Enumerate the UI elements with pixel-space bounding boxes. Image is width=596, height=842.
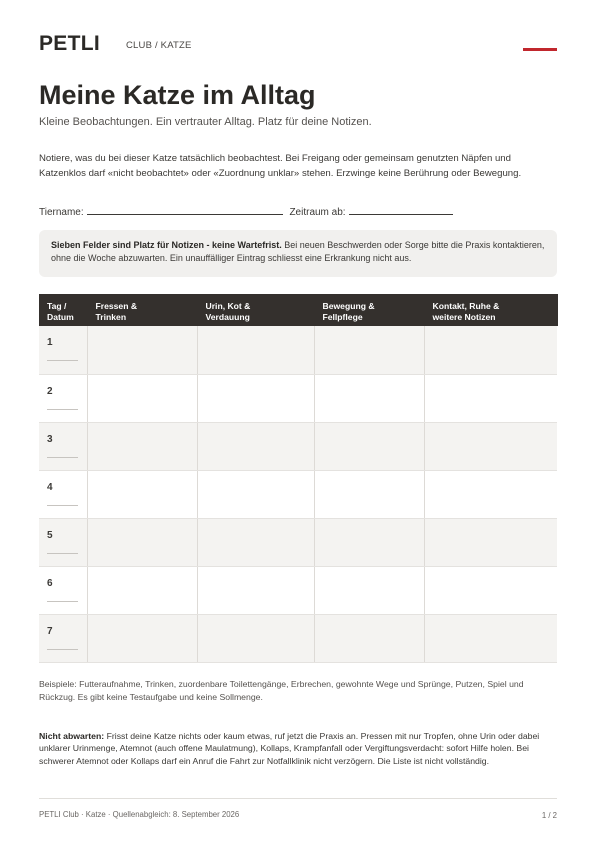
section-label: CLUB / KATZE	[126, 40, 192, 51]
table-header-row	[39, 294, 557, 326]
digestion-cell[interactable]	[197, 614, 314, 662]
day-number: 5	[47, 529, 53, 541]
table-row	[39, 422, 557, 470]
date-line	[47, 409, 78, 410]
day-number: 7	[47, 625, 53, 637]
day-number: 2	[47, 385, 53, 397]
header-food: Fressen & Trinken	[87, 294, 197, 326]
notice-text: Bei neuen Beschwerden oder Sorge bitte die Praxis kontaktieren, ohne die Woche abzuwarten. Ein unauffälliger Eintrag schliesst eine Erkrankung nicht aus.	[51, 240, 545, 264]
footer-source: PETLI Club · Katze · Quellenabgleich: 8. September 2026	[39, 810, 240, 819]
digestion-cell[interactable]	[197, 566, 314, 614]
date-line	[47, 553, 78, 554]
pet-name-label: Tiername:	[39, 207, 84, 218]
movement-cell[interactable]	[314, 566, 424, 614]
digestion-cell[interactable]	[197, 374, 314, 422]
day-number: 3	[47, 433, 53, 445]
date-line	[47, 457, 78, 458]
contact-cell[interactable]	[424, 326, 557, 374]
warning-body: Frisst deine Katze nichts oder kaum etwas, ruf jetzt die Praxis an. Pressen mit nur Tropfen, ohne Urin oder dabei unklarer Urinmenge, Atemnot (auch offene Maulatmung), Kollaps, Krampfanfall oder Vergiftungsverdacht: sofort Hilfe holen. Bei schwerer Atemnot oder Kollaps darf ein Anruf die Fahrt zur Notfallklinik nicht verzögern. Die Liste ist nicht vollständig.	[39, 731, 540, 766]
table-row	[39, 470, 557, 518]
digestion-cell[interactable]	[197, 422, 314, 470]
date-line	[47, 601, 78, 602]
page-header	[39, 32, 557, 56]
contact-cell[interactable]	[424, 518, 557, 566]
header-movement: Bewegung & Fellpflege	[314, 294, 424, 326]
warning-heading: Nicht abwarten:	[39, 731, 105, 741]
period-label: Zeitraum ab:	[289, 207, 346, 218]
notice-heading: Sieben Felder sind Platz für Notizen - keine Wartefrist.	[51, 240, 282, 250]
digestion-cell[interactable]	[197, 518, 314, 566]
movement-cell[interactable]	[314, 614, 424, 662]
table-row	[39, 374, 557, 422]
date-line	[47, 649, 78, 650]
page-number: 1 / 2	[541, 811, 557, 820]
header-contact: Kontakt, Ruhe & weitere Notizen	[424, 294, 557, 326]
brand-logo: PETLI	[39, 32, 101, 55]
table-row	[39, 566, 557, 614]
form-line	[39, 206, 453, 218]
contact-cell[interactable]	[424, 422, 557, 470]
food-cell[interactable]	[87, 566, 197, 614]
food-cell[interactable]	[87, 614, 197, 662]
food-cell[interactable]	[87, 518, 197, 566]
notice-box	[39, 230, 557, 277]
intro-paragraph: Notiere, was du bei dieser Katze tatsächlich beobachtest. Bei Freigang oder gemeinsam genutzten Näpfen und Katzenklos darf «nicht beobachtet» oder «Zuordnung unklar» stehen. Erzwinge keine Berührung oder Bewegung.	[39, 153, 522, 179]
contact-cell[interactable]	[424, 614, 557, 662]
food-cell[interactable]	[87, 326, 197, 374]
table-row	[39, 518, 557, 566]
contact-cell[interactable]	[424, 374, 557, 422]
observation-table	[39, 294, 558, 663]
movement-cell[interactable]	[314, 470, 424, 518]
table-row	[39, 326, 557, 374]
examples-text: Beispiele: Futteraufnahme, Trinken, zuordenbare Toilettengänge, Erbrechen, gewohnte Wege und Sprünge, Putzen, Spiel und Rückzug. Es gibt keine Testaufgabe und keine Sollmenge.	[39, 679, 524, 702]
movement-cell[interactable]	[314, 374, 424, 422]
footer-divider	[39, 798, 557, 799]
period-field[interactable]	[349, 206, 453, 215]
food-cell[interactable]	[87, 470, 197, 518]
page-subtitle: Kleine Beobachtungen. Ein vertrauter Alltag. Platz für deine Notizen.	[39, 116, 372, 128]
warning-text	[39, 730, 559, 767]
page-title: Meine Katze im Alltag	[39, 80, 316, 110]
contact-cell[interactable]	[424, 470, 557, 518]
day-cell[interactable]	[39, 374, 87, 422]
digestion-cell[interactable]	[197, 326, 314, 374]
day-cell[interactable]	[39, 326, 87, 374]
movement-cell[interactable]	[314, 518, 424, 566]
digestion-cell[interactable]	[197, 470, 314, 518]
day-cell[interactable]	[39, 518, 87, 566]
day-number: 6	[47, 577, 53, 589]
day-cell[interactable]	[39, 470, 87, 518]
header-day: Tag / Datum	[39, 294, 87, 326]
day-cell[interactable]	[39, 422, 87, 470]
movement-cell[interactable]	[314, 326, 424, 374]
day-cell[interactable]	[39, 614, 87, 662]
day-cell[interactable]	[39, 566, 87, 614]
day-number: 4	[47, 481, 53, 493]
header-digestion: Urin, Kot & Verdauung	[197, 294, 314, 326]
date-line	[47, 505, 78, 506]
accent-bar	[523, 48, 557, 51]
table-row	[39, 614, 557, 662]
movement-cell[interactable]	[314, 422, 424, 470]
day-number: 1	[47, 337, 53, 348]
food-cell[interactable]	[87, 374, 197, 422]
contact-cell[interactable]	[424, 566, 557, 614]
date-line	[47, 360, 78, 361]
pet-name-field[interactable]	[87, 206, 283, 215]
food-cell[interactable]	[87, 422, 197, 470]
